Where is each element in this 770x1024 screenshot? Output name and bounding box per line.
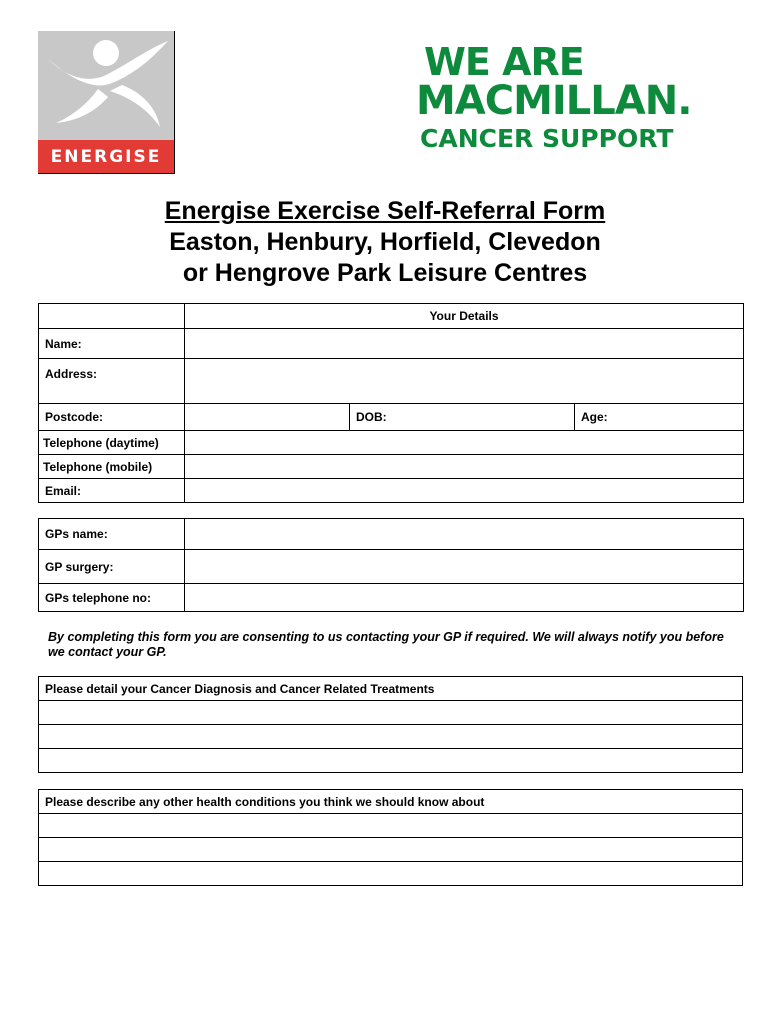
age-field[interactable] (575, 404, 744, 431)
energise-figure-icon (38, 31, 175, 141)
dob-field[interactable] (350, 404, 575, 431)
dob-label: DOB: (356, 410, 387, 424)
your-details-table (38, 303, 744, 503)
address-field[interactable] (185, 359, 744, 404)
consent-text: By completing this form you are consenting to us contacting your GP if required. We will always notify you before we contact your GP. (48, 630, 724, 659)
name-field[interactable] (185, 329, 744, 359)
telephone-mobile-field[interactable] (185, 455, 744, 479)
title-line-3: or Hengrove Park Leisure Centres (182, 259, 588, 287)
diagnosis-header: Please detail your Cancer Diagnosis and Cancer Related Treatments (39, 677, 743, 701)
postcode-field[interactable] (185, 404, 350, 431)
telephone-daytime-field[interactable] (185, 431, 744, 455)
macmillan-line-1: WE ARE (424, 40, 584, 84)
details-header-spacer (39, 304, 185, 329)
other-conditions-line-1[interactable] (39, 814, 743, 838)
other-conditions-header: Please describe any other health conditions you think we should know about (39, 790, 743, 814)
other-conditions-line-2[interactable] (39, 838, 743, 862)
energise-logo (38, 31, 175, 174)
macmillan-logo (416, 40, 736, 155)
diagnosis-table (38, 676, 743, 773)
gp-name-field[interactable] (185, 519, 744, 550)
telephone-mobile-label: Telephone (mobile) (39, 455, 185, 479)
other-conditions-table (38, 789, 743, 886)
postcode-label: Postcode: (39, 404, 185, 431)
gp-details-table (38, 518, 744, 612)
telephone-daytime-label: Telephone (daytime) (39, 431, 185, 455)
other-conditions-line-3[interactable] (39, 862, 743, 886)
email-field[interactable] (185, 479, 744, 503)
title-line-2: Easton, Henbury, Horfield, Clevedon (169, 228, 601, 256)
diagnosis-line-3[interactable] (39, 749, 743, 773)
macmillan-line-2: MACMILLAN. (416, 78, 692, 124)
name-label: Name: (39, 329, 185, 359)
gp-surgery-field[interactable] (185, 550, 744, 584)
gp-telephone-label: GPs telephone no: (39, 584, 185, 612)
title-line-1: Energise Exercise Self-Referral Form (164, 197, 606, 225)
gp-name-label: GPs name: (39, 519, 185, 550)
gp-telephone-field[interactable] (185, 584, 744, 612)
age-label: Age: (581, 410, 608, 424)
form-title (0, 196, 770, 289)
energise-wordmark: ENERGISE (38, 140, 174, 173)
diagnosis-line-1[interactable] (39, 701, 743, 725)
diagnosis-line-2[interactable] (39, 725, 743, 749)
email-label: Email: (39, 479, 185, 503)
your-details-header: Your Details (185, 304, 744, 329)
address-label: Address: (39, 359, 185, 404)
macmillan-line-3: CANCER SUPPORT (420, 124, 674, 153)
gp-surgery-label: GP surgery: (39, 550, 185, 584)
